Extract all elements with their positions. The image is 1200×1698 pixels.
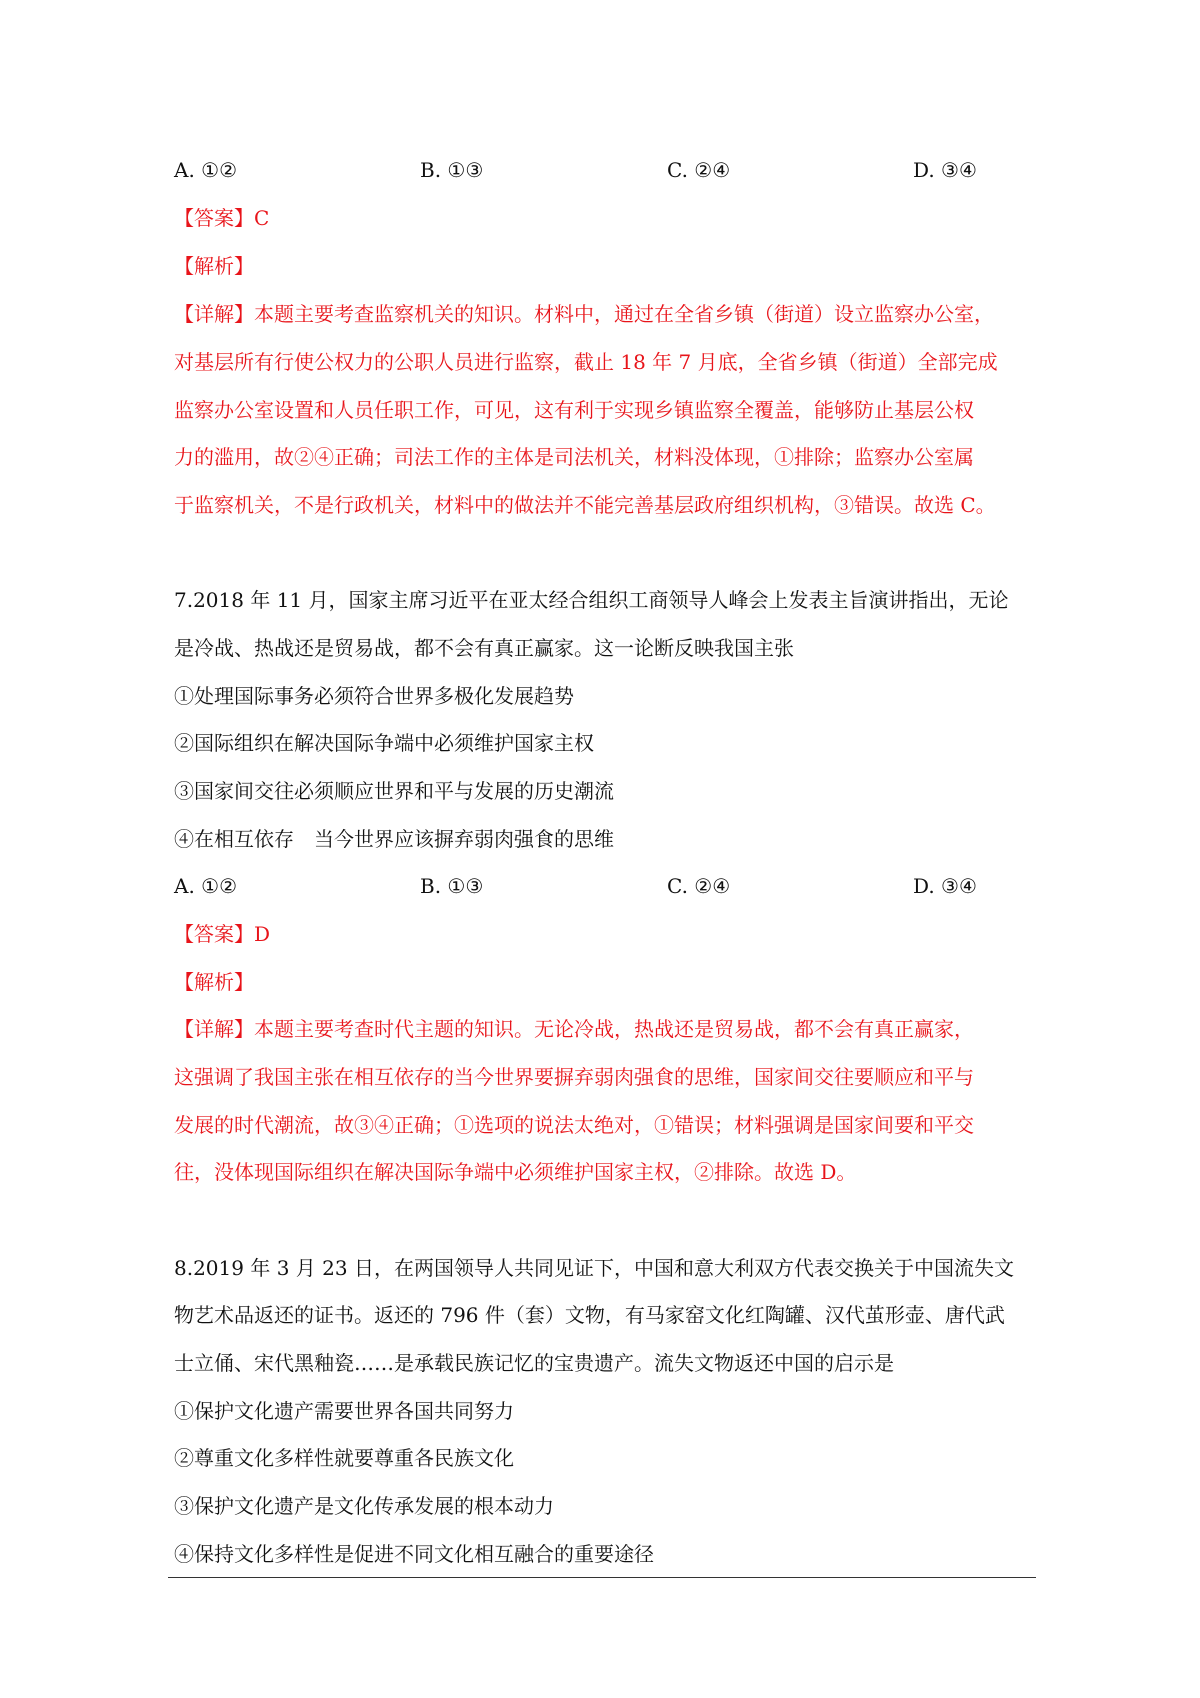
q6-option-b[interactable]: B. ①③	[420, 158, 484, 182]
q8-statement-1: ①保护文化遗产需要世界各国共同努力	[174, 1399, 514, 1423]
q7-detail-line: 发展的时代潮流，故③④正确；①选项的说法太绝对，①错误；材料强调是国家间要和平交	[174, 1113, 974, 1137]
q6-detail-line: 监察办公室设置和人员任职工作，可见，这有利于实现乡镇监察全覆盖，能够防止基层公权	[174, 398, 974, 422]
q6-detail-line: 于监察机关，不是行政机关，材料中的做法并不能完善基层政府组织机构，③错误。故选 C。	[174, 493, 996, 517]
q7-stem-line: 是冷战、热战还是贸易战，都不会有真正赢家。这一论断反映我国主张	[174, 636, 794, 660]
q7-answer: 【答案】D	[174, 922, 271, 946]
q7-analysis-label: 【解析】	[174, 970, 254, 994]
q7-statement-2: ②国际组织在解决国际争端中必须维护国家主权	[174, 731, 594, 755]
q7-option-b[interactable]: B. ①③	[420, 874, 484, 898]
q8-statement-4: ④保持文化多样性是促进不同文化相互融合的重要途径	[174, 1542, 654, 1566]
q8-statement-2: ②尊重文化多样性就要尊重各民族文化	[174, 1446, 514, 1470]
q6-option-d[interactable]: D. ③④	[913, 158, 977, 182]
q7-statement-1: ①处理国际事务必须符合世界多极化发展趋势	[174, 684, 574, 708]
q8-stem-line: 8.2019 年 3 月 23 日，在两国领导人共同见证下，中国和意大利双方代表交换关于中国流失文	[174, 1256, 1014, 1280]
q7-options-row	[174, 872, 1034, 900]
q7-option-c[interactable]: C. ②④	[667, 874, 731, 898]
q8-statement-3: ③保护文化遗产是文化传承发展的根本动力	[174, 1494, 554, 1518]
q8-stem-line: 物艺术品返还的证书。返还的 796 件（套）文物，有马家窑文化红陶罐、汉代茧形壶、唐代武	[174, 1303, 1005, 1327]
q7-statement-3: ③国家间交往必须顺应世界和平与发展的历史潮流	[174, 779, 614, 803]
q7-statement-4: ④在相互依存 当今世界应该摒弃弱肉强食的思维	[174, 827, 614, 851]
q7-detail-line: 往，没体现国际组织在解决国际争端中必须维护国家主权，②排除。故选 D。	[174, 1160, 857, 1184]
q8-stem-line: 士立俑、宋代黑釉瓷……是承载民族记忆的宝贵遗产。流失文物返还中国的启示是	[174, 1351, 894, 1375]
q6-detail-line: 【详解】本题主要考查监察机关的知识。材料中，通过在全省乡镇（街道）设立监察办公室，	[174, 302, 994, 326]
q7-option-a[interactable]: A. ①②	[174, 874, 238, 898]
q6-detail-line: 对基层所有行使公权力的公职人员进行监察，截止 18 年 7 月底，全省乡镇（街道）全部完成	[174, 350, 998, 374]
q6-answer: 【答案】C	[174, 206, 270, 230]
q7-stem-line: 7.2018 年 11 月，国家主席习近平在亚太经合组织工商领导人峰会上发表主旨演讲指出，无论	[174, 588, 1009, 612]
q6-analysis-label: 【解析】	[174, 254, 254, 278]
q7-detail-line: 这强调了我国主张在相互依存的当今世界要摒弃弱肉强食的思维，国家间交往要顺应和平与	[174, 1065, 974, 1089]
q7-option-d[interactable]: D. ③④	[913, 874, 977, 898]
footer-divider	[168, 1577, 1036, 1578]
q6-detail-line: 力的滥用，故②④正确；司法工作的主体是司法机关，材料没体现，①排除；监察办公室属	[174, 445, 974, 469]
q6-option-a[interactable]: A. ①②	[174, 158, 238, 182]
q6-option-c[interactable]: C. ②④	[667, 158, 731, 182]
q6-options-row	[174, 156, 1034, 184]
q7-detail-line: 【详解】本题主要考查时代主题的知识。无论冷战，热战还是贸易战，都不会有真正赢家，	[174, 1017, 974, 1041]
